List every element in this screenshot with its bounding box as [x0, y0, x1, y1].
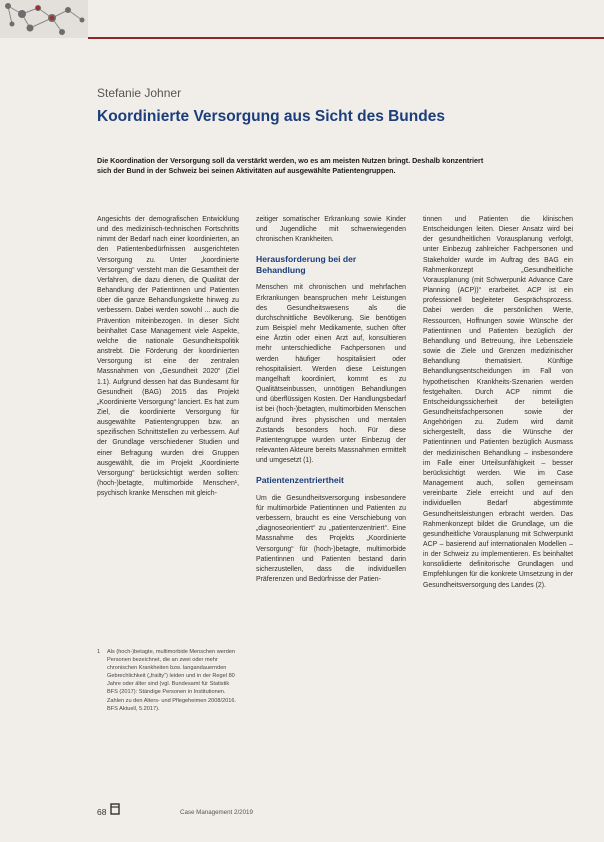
- article-title: Koordinierte Versorgung aus Sicht des Bundes: [97, 108, 445, 125]
- author-name: Stefanie Johner: [97, 86, 182, 100]
- text-column-3: [423, 215, 573, 591]
- page-number: 68: [97, 807, 107, 817]
- molecule-network-icon: [0, 0, 88, 38]
- header-bar: [0, 0, 604, 38]
- body-paragraph: zeitiger somatischer Erkrankung sowie Kinder und Jugendliche mit schwerwiegenden chronischen Krankheiten.: [256, 216, 406, 244]
- body-paragraph: tinnen und Patienten die klinischen Entscheidungen leiten. Dieser Ansatz wird bei der gesundheitlichen Vorausplanung verfolgt, unter Einbezug zahlreicher Fachpersonen und Stakeholder wurde im Auftrag des BAG ein Rahmenkonzept „Gesundheitliche Vorausplanung (mit Schwerpunkt Advance Care Planning (ACP))“ erarbeitet. ACP ist ein professionell begleiteter Gesprächsprozess. Dabei werden die persönlichen Werte, Ressourcen, Hoffnungen sowie Wünsche der Patientinnen und Patienten bezüglich der Behandlung und Betreuung, ihre Lebensziele sowie die Ziele und Grenzen medizinischer Behandlung thematisiert. Künftige Behandlungsentscheidungen im Fall von hypothetischen Krankheits-Szenarien werden festgehalten. Durch ACP nimmt die Entscheidungssicherheit der beteiligten Gesundheitsfachpersonen sowie der Angehörigen zu. Zudem wird damit sichergestellt, dass die Wünsche der Patientinnen und Patienten bezüglich Ausmass der medizinischen Behandlung – insbesondere im Falle einer Urteilsunfähigkeit – besser berücksichtigt werden. Wie im Case Management auch, sollen gemeinsam vereinbarte Ziele erreicht und auf den individuellen Bedarf abgestimmte Gesundheitsleistungen erbracht werden. Das Rahmenkonzept bildet die Grundlage, um die gesundheitliche Vorausplanung mit Schwerpunkt ACP – basierend auf internationalen Modellen – in der Schweiz zu implementieren. Es beinhaltet konsolidierte definitorische Grundlagen und Empfehlungen für die konkrete Umsetzung in der Gesundheitsversorgung des Landes (2).: [423, 216, 573, 589]
- text-column-1: [97, 215, 239, 499]
- section-heading: Herausforderung bei der Behandlung: [256, 254, 357, 275]
- journal-name: Case Management 2/2019: [180, 809, 253, 816]
- header-rule: [88, 37, 604, 39]
- footnote-mark: 1: [97, 649, 101, 655]
- body-paragraph: Menschen mit chronischen und mehrfachen Erkrankungen beanspruchen mehr Leistungen des Gesundheitswesens als die durchschnittliche Bevölkerung. Sie benötigen zum Beispiel mehr Medikamente, suchen öfter eine Ärztin oder einen Arzt auf, konsultieren mehr unterschiedliche Fachpersonen und werden häufiger hospitalisiert oder rehospitalisiert. Werden diese Leistungen mangelhaft koordiniert, kommt es zu Qualitätseinbussen, unnötigen Behandlungen und überflüssigen Kosten. Der Handlungsbedarf ist bei (hoch-)betagten, multimorbiden Menschen aufgrund ihres physischen und mentalen Zustands besonders hoch. Für diese Patientengruppe wurden unter Einbezug der relevanten Akteure bereits Massnahmen ermittelt und umgesetzt (1).: [256, 284, 406, 465]
- body-paragraph: Um die Gesundheitsversorgung insbesondere für multimorbide Patientinnen und Patienten zu verbessern, braucht es eine Verschiebung von „diagnoseorientiert“ zu „patientenzentriert“. Eine Massnahme des Projekts „Koordinierte Versorgung“ für (hoch-)betagte, multimorbide Patientinnen und Patienten bestand darin sicherzustellen, dass die individuellen Präferenzen und Bedürfnisse der Patien-: [256, 494, 406, 584]
- body-paragraph: Angesichts der demografischen Entwicklung und des medizinisch-technischen Fortschritts nimmt der Bedarf nach einer koordinierten, an den Patientenbedürfnissen ausgerichteten Versorgung zu. Unter „koordinierte Versorgung“ versteht man die Gesamtheit der Verfahren, die dazu dienen, die Qualität der Behandlung der Patientinnen und Patienten über die ganze Behandlungskette hinweg zu verbessern. Dabei werden sowohl ... auch die Prävention miteinbezogen. In dieser Sicht beinhaltet Case Management viele Aspekte, welche die nationale Gesundheitspolitik anstrebt. Die Förderung der koordinierten Versorgung ist eine der zentralen Massnahmen von „Gesundheit 2020“ (Ziel 1.1). Aufgrund dessen hat das Bundesamt für Gesundheit (BAG) 2015 das Projekt „Koordinierte Versorgung“ lanciert. Es hat zum Ziel, die koordinierte Versorgung für ausgewählte Patientengruppen bzw. an spezifischen Schnittstellen zu verbessern. Auf der Grundlage verschiedener Studien und einer Befragung wurden drei Gruppen ausgewählt, die im Projekt „Koordinierte Versorgung“ berücksichtigt werden sollten: (hoch-)betagte, multimorbide Menschen¹, psychisch kranke Menschen mit gleich-: [97, 216, 239, 498]
- footnote: [97, 648, 239, 713]
- text-column-2: [256, 215, 406, 585]
- square-bracket-icon: [110, 803, 120, 815]
- footnote-text: Als (hoch-)betagte, multimorbide Menschen werden Personen bezeichnet, die an zwei oder mehr chronischen Krankheiten bzw. langandauernden Gebrechlichkeit („frailty“) leiden und in der Regel 80 Jahre oder älter sind (vgl. Bundesamt für Statistik BFS (2017): Ständige Personen in Institutionen. Zahlen zu den Alters- und Pflegeheimen 2008/2016. BFS Aktuell, 5.2017).: [107, 649, 237, 712]
- lead-paragraph: Die Koordination der Versorgung soll da verstärkt werden, wo es am meisten Nutzen bringt. Deshalb konzentriert sich der Bund in der Schweiz bei seinen Aktivitäten auf ausgewählte Patientengruppen.: [97, 156, 484, 176]
- section-heading: Patientenzentriertheit: [256, 475, 344, 486]
